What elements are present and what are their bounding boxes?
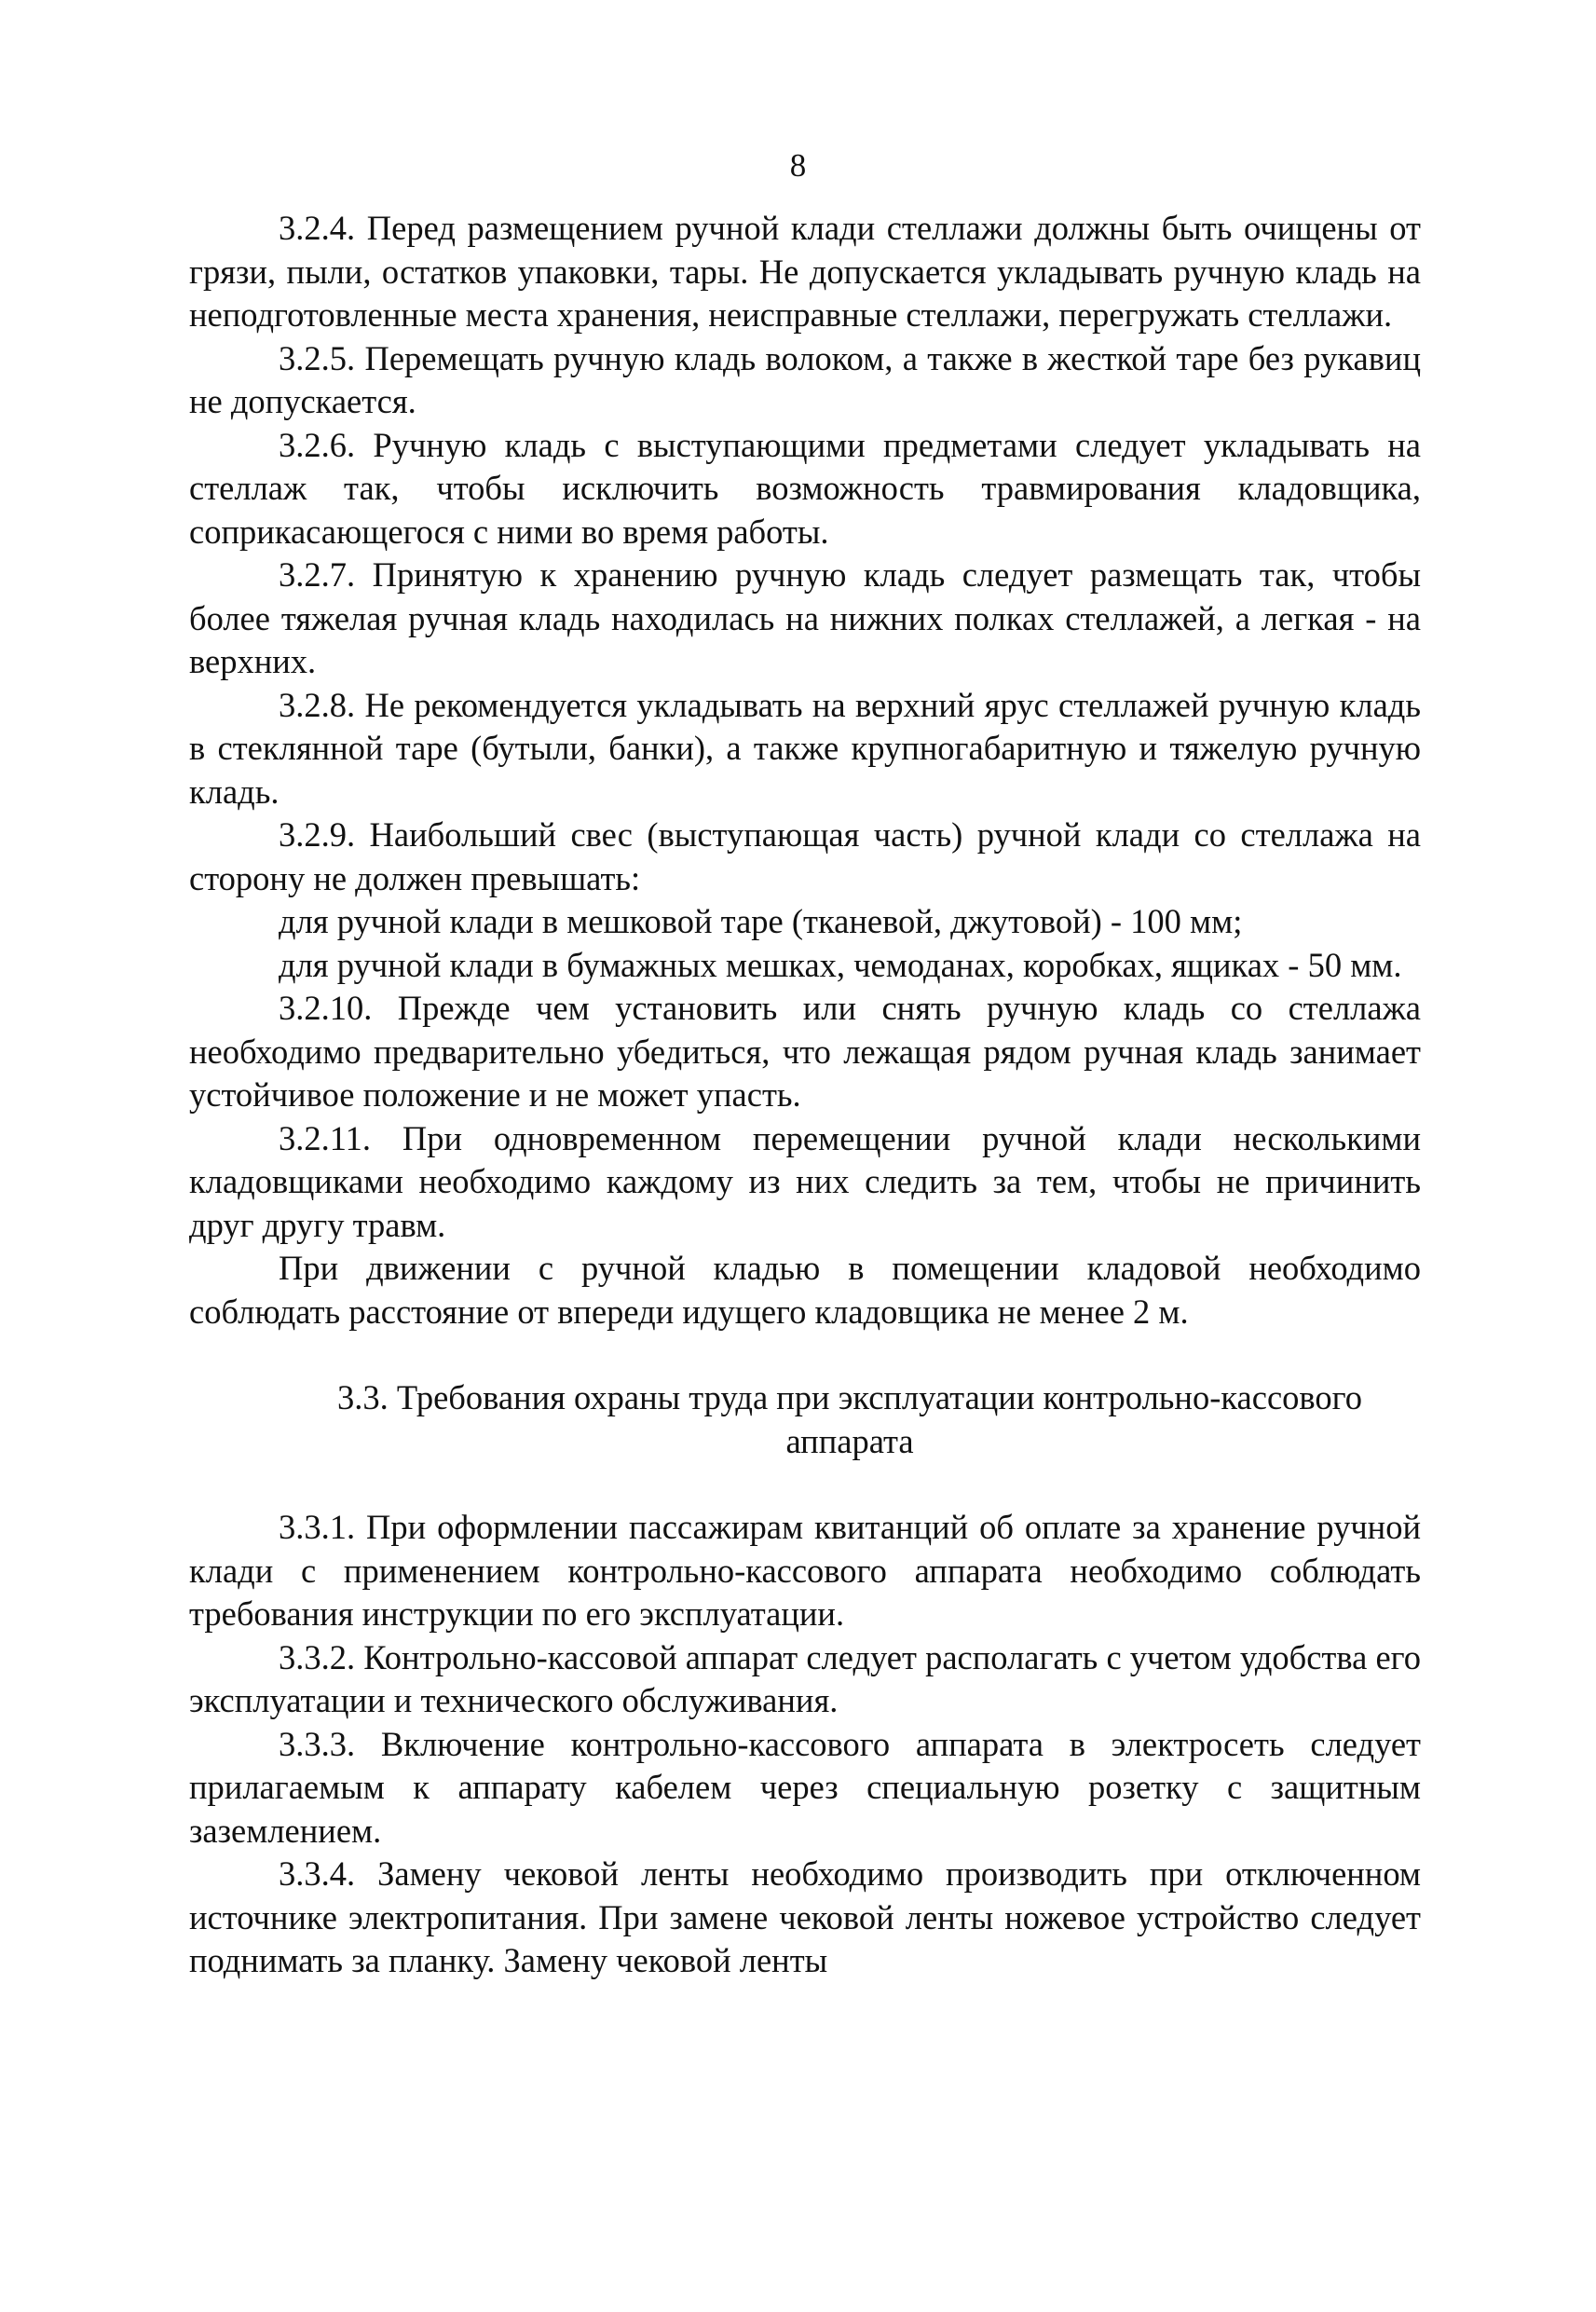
paragraph-3-2-8: 3.2.8. Не рекомендуется укладывать на верхний ярус стеллажей ручную кладь в стеклянной таре (бутыли, банки), а также крупногабаритную и тяжелую ручную кладь. [189, 685, 1421, 811]
paragraph-3-2-6: 3.2.6. Ручную кладь с выступающими предметами следует укладывать на стеллаж так, чтобы исключить возможность травмирования кладовщика, соприкасающегося с ними во время работы. [189, 425, 1421, 551]
paragraph-3-2-11: 3.2.11. При одновременном перемещении ручной клади несколькими кладовщиками необходимо каждому из них следить за тем, чтобы не причинить друг другу травм. [189, 1118, 1421, 1244]
paragraph-3-2-7: 3.2.7. Принятую к хранению ручную кладь следует размещать так, чтобы более тяжелая ручная кладь находилась на нижних полках стеллажей, а легкая - на верхних. [189, 555, 1421, 680]
paragraph-3-2-5: 3.2.5. Перемещать ручную кладь волоком, а также в жесткой таре без рукавиц не допускается. [189, 338, 1421, 420]
spacer [189, 1334, 1421, 1376]
page-number: 8 [789, 147, 807, 184]
paragraph-3-2-11-note: При движении с ручной кладью в помещении кладовой необходимо соблюдать расстояние от впереди идущего кладовщика не менее 2 м. [189, 1249, 1421, 1331]
paragraph-3-2-4: 3.2.4. Перед размещением ручной клади стеллажи должны быть очищены от грязи, пыли, остатков упаковки, тары. Не допускается укладывать ручную кладь на неподготовленные места хранения, неисправные стеллажи, перегружать стеллажи. [189, 209, 1421, 334]
paragraph-3-2-9-item-1: для ручной клади в мешковой таре (тканевой, джутовой) - 100 мм; [279, 902, 1243, 940]
document-body [189, 207, 1421, 1983]
section-heading-3-3: 3.3. Требования охраны труда при эксплуатации контрольно-кассового аппарата [337, 1378, 1362, 1460]
paragraph-3-3-4: 3.3.4. Замену чековой ленты необходимо производить при отключенном источнике электропитания. При замене чековой ленты ножевое устройство следует поднимать за планку. Замену чековой ленты [189, 1854, 1421, 1979]
paragraph-3-2-9-item-2: для ручной клади в бумажных мешках, чемоданах, коробках, ящиках - 50 мм. [279, 945, 1402, 984]
spacer [189, 1463, 1421, 1506]
paragraph-3-2-9: 3.2.9. Наибольший свес (выступающая часть) ручной клади со стеллажа на сторону не должен превышать: [189, 815, 1421, 897]
paragraph-3-3-2: 3.3.2. Контрольно-кассовой аппарат следует располагать с учетом удобства его эксплуатации и технического обслуживания. [189, 1637, 1421, 1719]
paragraph-3-3-3: 3.3.3. Включение контрольно-кассового аппарата в электросеть следует прилагаемым к аппарату кабелем через специальную розетку с защитным заземлением. [189, 1724, 1421, 1850]
paragraph-3-2-10: 3.2.10. Прежде чем установить или снять ручную кладь со стеллажа необходимо предварительно убедиться, что лежащая рядом ручная кладь занимает устойчивое положение и не может упасть. [189, 989, 1421, 1114]
paragraph-3-3-1: 3.3.1. При оформлении пассажирам квитанций об оплате за хранение ручной клади с применением контрольно-кассового аппарата необходимо соблюдать требования инструкции по его эксплуатации. [189, 1508, 1421, 1633]
